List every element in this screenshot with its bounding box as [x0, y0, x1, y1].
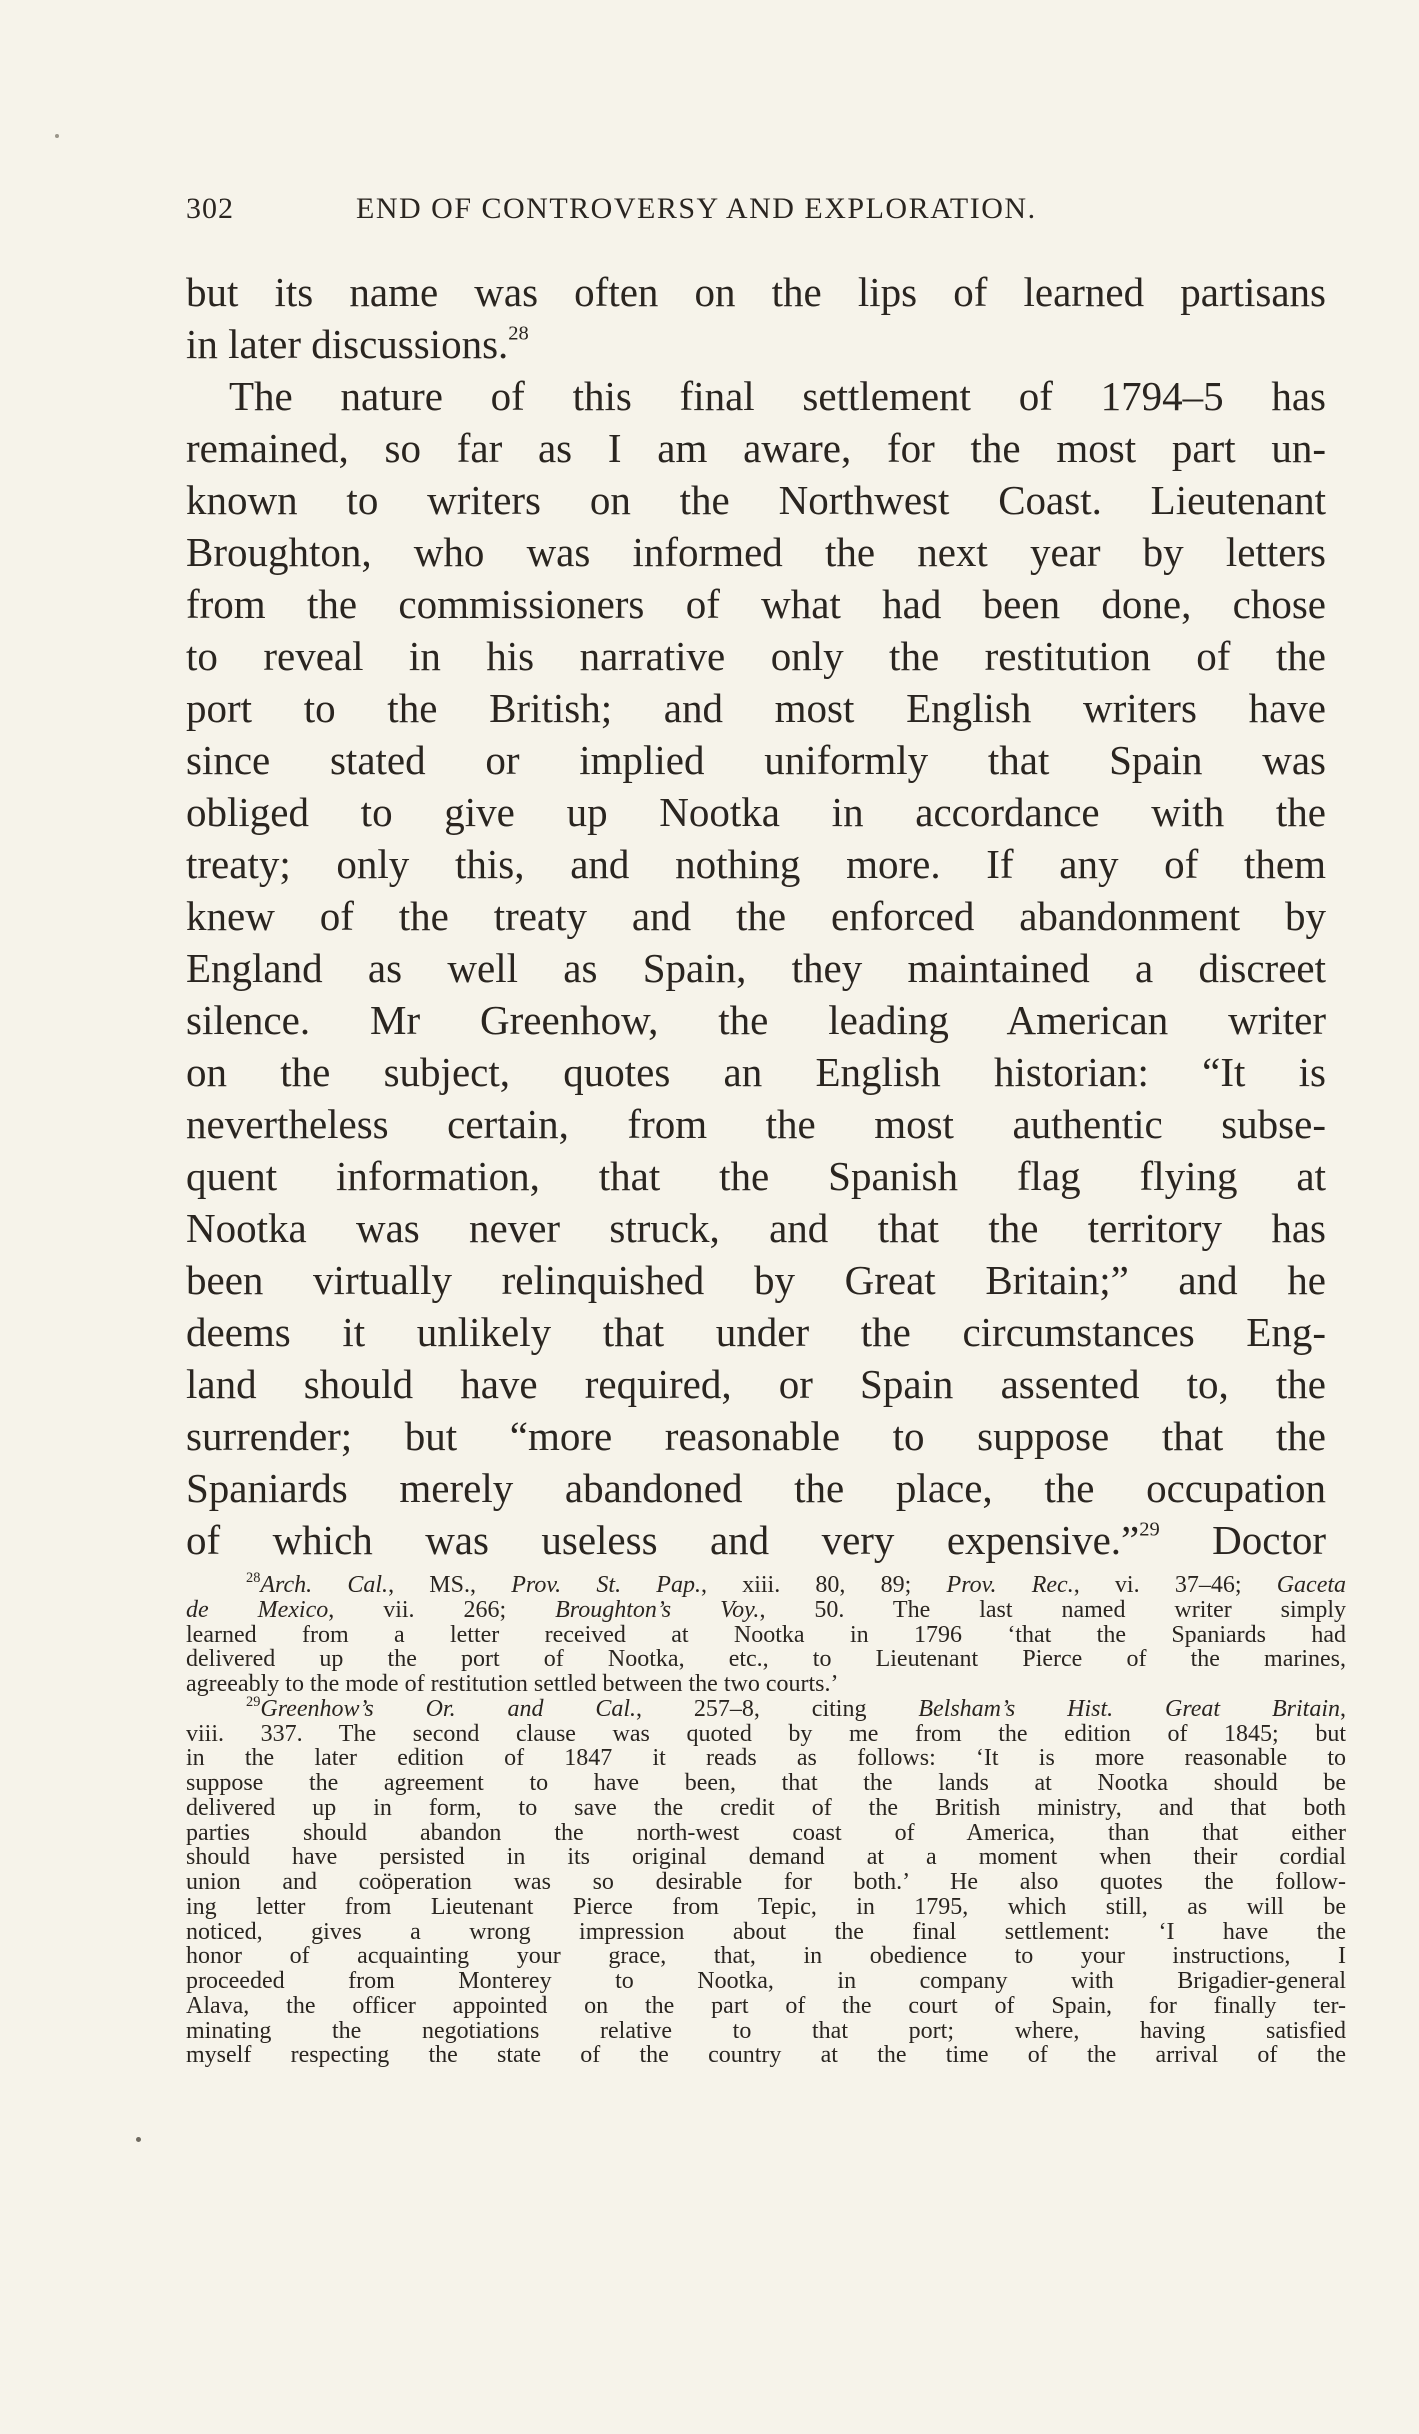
text-line: remained, so far as I am aware, for the most part un-	[186, 425, 1326, 471]
footnote-line: parties should abandon the north-west coast of America, than that either	[186, 1819, 1346, 1846]
text-line: since stated or implied uniformly that Spain was	[186, 737, 1326, 783]
text-line: to reveal in his narrative only the restitution of the	[186, 633, 1326, 679]
text-line: known to writers on the Northwest Coast. Lieutenant	[186, 477, 1326, 523]
footnote-line: Alava, the officer appointed on the part of the court of Spain, for finally ter-	[186, 1992, 1346, 2019]
text-line: on the subject, quotes an English historian: “It is	[186, 1049, 1326, 1095]
footnote-ref-28: 28	[508, 322, 529, 345]
footnote-line: union and coöperation was so desirable for both.’ He also quotes the follow-	[186, 1869, 1346, 1895]
footnote-line: learned from a letter received at Nootka in 1796 ‘that the Spaniards had	[186, 1621, 1346, 1648]
footnote-line: delivered up the port of Nootka, etc., to Lieutenant Pierce of the marines,	[186, 1646, 1346, 1673]
text-line: land should have required, or Spain assented to, the	[186, 1361, 1326, 1407]
text-line: from the commissioners of what had been done, chose	[186, 581, 1326, 627]
text-line: in later discussions.$^{28}$	[186, 321, 529, 367]
text-line: knew of the treaty and the enforced abandonment by	[186, 893, 1326, 939]
text-line: The nature of this final settlement of 1794–5 has	[229, 373, 1326, 419]
text-line: treaty; only this, and nothing more. If any of them	[186, 841, 1326, 887]
text-line: of which was useless and very expensive.”$^{29}$ Doctor	[186, 1517, 1327, 1563]
footnote-29: $^{29}$Greenhow’s Or. and Cal., 257–8, citing Belsham’s Hist. Great Britain,	[246, 1693, 1346, 1722]
text-line: England as well as Spain, they maintained a discreet	[186, 945, 1326, 991]
footnote-line: honor of acquainting your grace, that, in obedience to your instructions, I	[186, 1943, 1346, 1970]
footnote-line: should have persisted in its original demand at a moment when their cordial	[186, 1844, 1346, 1871]
footnote-line: suppose the agreement to have been, that the lands at Nootka should be	[186, 1770, 1346, 1796]
page-header	[186, 192, 1346, 236]
footnote-line: proceeded from Monterey to Nootka, in company with Brigadier-general	[186, 1968, 1346, 1994]
text-line: Nootka was never struck, and that the territory has	[186, 1205, 1326, 1251]
text-line: port to the British; and most English writers have	[186, 685, 1326, 731]
text-line: quent information, that the Spanish flag flying at	[186, 1153, 1326, 1199]
footnote-28: $^{28}$Arch. Cal., MS., Prov. St. Pap., xiii. 80, 89; Prov. Rec., vi. 37–46; Gaceta	[246, 1569, 1347, 1598]
footnote-line: minating the negotiations relative to that port; where, having satisfied	[186, 2017, 1346, 2044]
text-line: deems it unlikely that under the circumstances Eng-	[186, 1309, 1326, 1355]
paper-speck	[55, 134, 59, 138]
footnote-line: de Mexico, vii. 266; Broughton’s Voy., 50. The last named writer simply	[186, 1596, 1347, 1623]
text-line: obliged to give up Nootka in accordance with the	[186, 789, 1326, 835]
running-head: END OF CONTROVERSY AND EXPLORATION.	[356, 192, 1037, 225]
footnote-line: in the later edition of 1847 it reads as follows: ‘It is more reasonable to	[186, 1745, 1346, 1772]
text-line: Broughton, who was informed the next year by letters	[186, 529, 1326, 575]
footnote-line: delivered up in form, to save the credit of the British ministry, and that both	[186, 1794, 1346, 1821]
footnote-marker: 29	[246, 1693, 261, 1710]
text-line: been virtually relinquished by Great Britain;” and he	[186, 1257, 1326, 1303]
page-number: 302	[186, 192, 234, 225]
paper-speck	[136, 2137, 141, 2142]
footnote-line: agreeably to the mode of restitution settled between the two courts.’	[186, 1671, 839, 1697]
text-line: surrender; but “more reasonable to suppose that the	[186, 1413, 1326, 1459]
footnote-line: noticed, gives a wrong impression about the final settlement: ‘I have the	[186, 1918, 1346, 1945]
footnotes	[186, 1569, 1347, 2069]
footnote-ref-29: 29	[1139, 1518, 1160, 1541]
footnote-line: myself respecting the state of the country at the time of the arrival of the	[186, 2042, 1346, 2069]
main-text	[186, 266, 1326, 1566]
footnote-marker: 28	[246, 1569, 261, 1586]
text-line: Spaniards merely abandoned the place, the occupation	[186, 1465, 1326, 1511]
text-line: silence. Mr Greenhow, the leading American writer	[186, 997, 1326, 1043]
footnote-line: viii. 337. The second clause was quoted by me from the edition of 1845; but	[186, 1720, 1346, 1747]
text-line: nevertheless certain, from the most authentic subse-	[186, 1101, 1326, 1147]
text-line: but its name was often on the lips of learned partisans	[186, 269, 1326, 315]
footnote-line: ing letter from Lieutenant Pierce from Tepic, in 1795, which still, as will be	[186, 1893, 1346, 1920]
